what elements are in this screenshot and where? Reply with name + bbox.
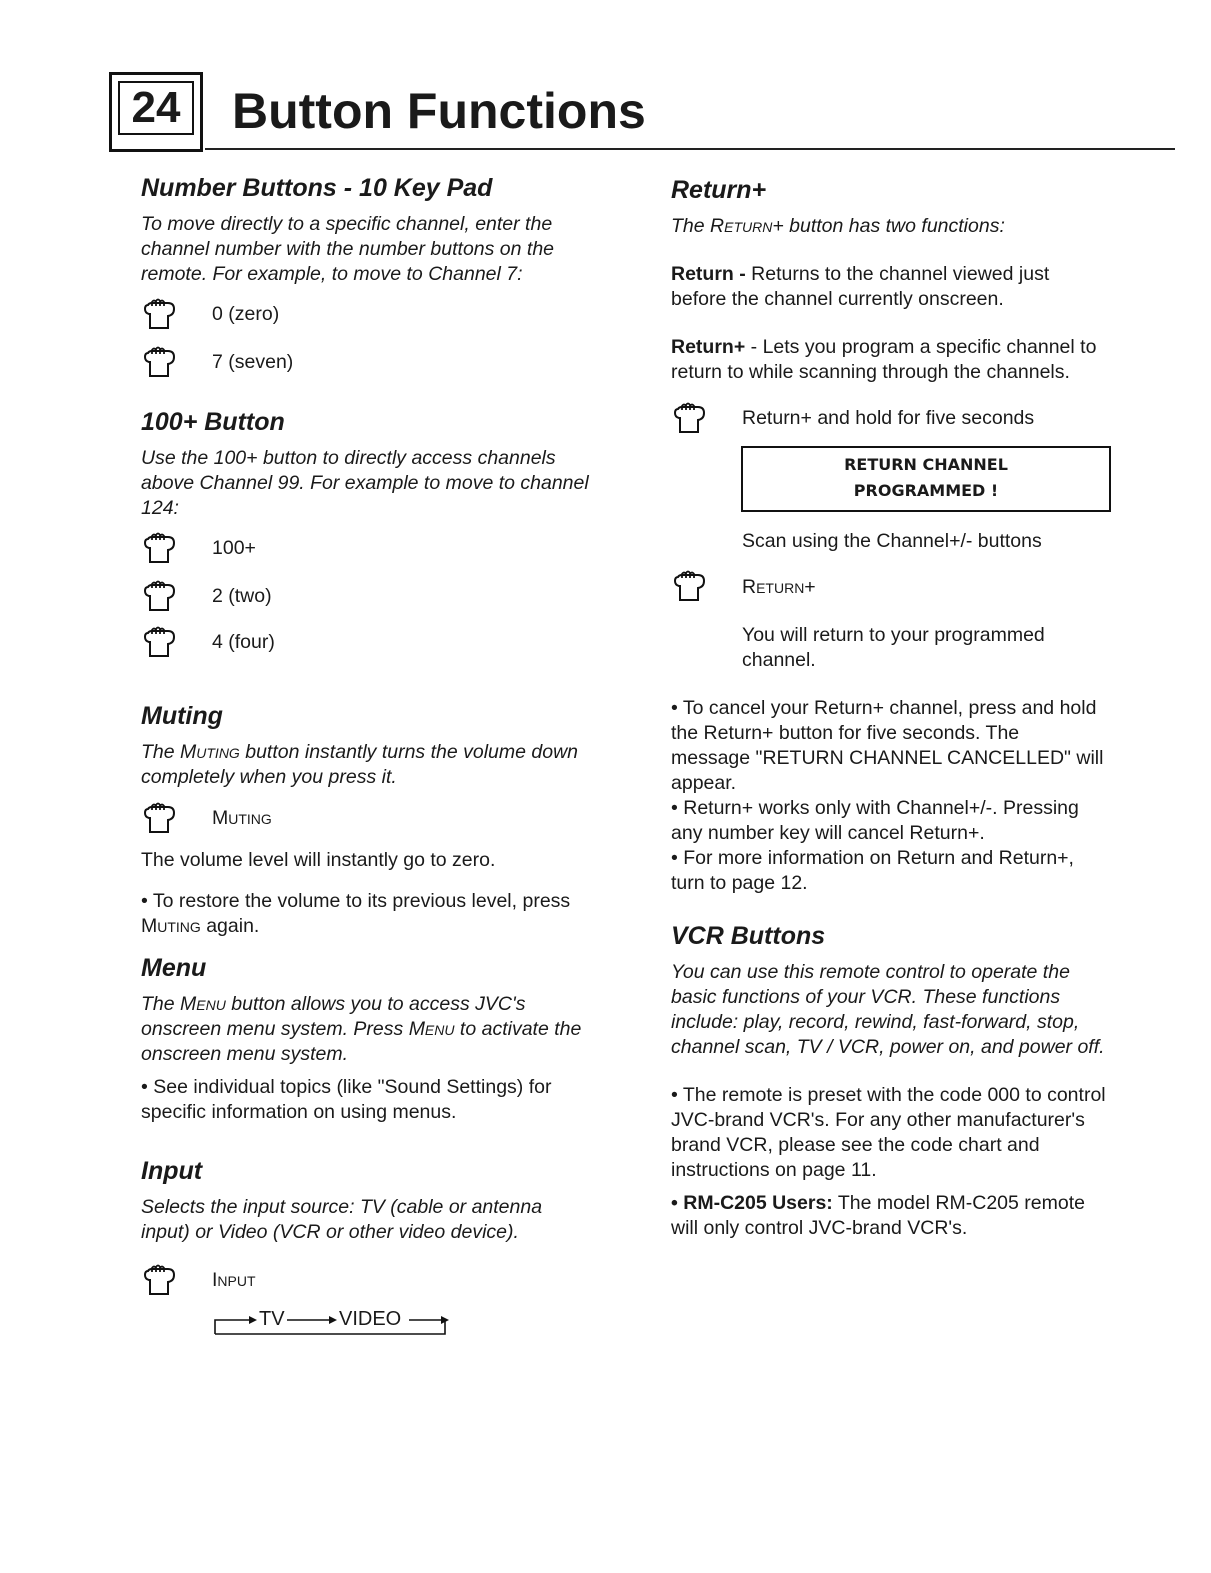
flow-video: VIDEO <box>339 1308 402 1330</box>
return-notes <box>671 696 1103 896</box>
step-two: 2 (two) <box>212 585 272 607</box>
text: You will return to your programmed <box>742 624 1045 646</box>
returnplus-description <box>671 335 1096 385</box>
hand-press-icon <box>142 296 180 332</box>
note-line: brand VCR, please see the code chart and <box>671 1134 1040 1156</box>
flow-tv: TV <box>259 1308 285 1330</box>
text: The model RM-C205 remote <box>832 1192 1085 1214</box>
number-buttons-heading: Number Buttons - 10 Key Pad <box>141 174 493 202</box>
hand-press-icon <box>142 800 180 836</box>
menu-intro <box>141 992 581 1067</box>
intro-line: remote. For example, to move to Channel 7: <box>141 263 523 285</box>
text: before the channel currently onscreen. <box>671 288 1004 310</box>
muting-note <box>141 889 570 939</box>
scan-instruction: Scan using the Channel+/- buttons <box>742 530 1042 552</box>
input-intro <box>141 1195 542 1245</box>
hand-press-icon <box>672 400 710 436</box>
intro-line: You can use this remote control to operate the <box>671 961 1070 983</box>
note-line: • See individual topics (like "Sound Settings) for <box>141 1076 552 1098</box>
button-name: Return+ <box>710 215 784 237</box>
note-line: message "RETURN CHANNEL CANCELLED" will <box>671 747 1104 769</box>
intro-line: channel scan, TV / VCR, power on, and power off. <box>671 1036 1105 1058</box>
label: Return+ <box>671 336 746 358</box>
hand-press-icon <box>672 568 710 604</box>
text: button instantly turns the volume down <box>239 741 579 763</box>
menu-note <box>141 1075 551 1125</box>
vcr-heading: VCR Buttons <box>671 922 826 950</box>
button-name: Muting <box>141 915 201 937</box>
label: • RM-C205 Users: <box>671 1192 833 1214</box>
note-line: JVC-brand VCR's. For any other manufacturer's <box>671 1109 1085 1131</box>
muting-intro <box>141 740 578 790</box>
note-line: appear. <box>671 772 737 794</box>
note-line: • The remote is preset with the code 000 to control <box>671 1084 1106 1106</box>
intro-line: Selects the input source: TV (cable or antenna <box>141 1196 543 1218</box>
return-description <box>671 262 1049 312</box>
intro-line: Use the 100+ button to directly access channels <box>141 447 556 469</box>
text: button allows you to access JVC's <box>225 993 526 1015</box>
input-heading: Input <box>141 1157 203 1185</box>
menu-heading: Menu <box>141 954 207 982</box>
intro-line: channel number with the number buttons on the <box>141 238 555 260</box>
text: will only control JVC-brand VCR's. <box>671 1217 968 1239</box>
text: again. <box>200 915 260 937</box>
step-return: Return+ <box>742 576 816 598</box>
text: The <box>141 741 181 763</box>
button-name: Menu <box>408 1018 455 1040</box>
step-return-hold: Return+ and hold for five seconds <box>742 407 1035 429</box>
page-number: 24 <box>118 81 194 135</box>
screen-line: RETURN CHANNEL <box>844 455 1008 474</box>
note-line: turn to page 12. <box>671 872 808 894</box>
muting-result: The volume level will instantly go to zero. <box>141 849 496 871</box>
hand-press-icon <box>142 578 180 614</box>
note-line: • For more information on Return and Return+, <box>671 847 1074 869</box>
step-100: 100+ <box>212 537 256 559</box>
intro-line: input) or Video (VCR or other video device). <box>141 1221 519 1243</box>
note-line: specific information on using menus. <box>141 1101 457 1123</box>
number-buttons-intro <box>141 212 554 287</box>
page-number-box <box>109 72 203 152</box>
intro-line: To move directly to a specific channel, enter the <box>141 213 553 235</box>
text: The <box>671 215 711 237</box>
step-muting: Muting <box>212 807 272 829</box>
button-name: Menu <box>180 993 226 1015</box>
note-line: any number key will cancel Return+. <box>671 822 985 844</box>
intro-line: basic functions of your VCR. These functions <box>671 986 1061 1008</box>
text: return to while scanning through the channels. <box>671 361 1070 383</box>
intro-line: 124: <box>141 497 179 519</box>
intro-line: include: play, record, rewind, fast-forward, stop, <box>671 1011 1080 1033</box>
text: to activate the <box>454 1018 582 1040</box>
intro-line: above Channel 99. For example to move to channel <box>141 472 589 494</box>
step-seven: 7 (seven) <box>212 351 294 373</box>
text: button has two functions: <box>783 215 1005 237</box>
rm-c205-note <box>671 1191 1085 1241</box>
cycle-arrow-lines <box>213 1308 453 1342</box>
return-result <box>742 623 1045 673</box>
intro-line: onscreen menu system. <box>141 1043 349 1065</box>
intro-line: completely when you press it. <box>141 766 397 788</box>
step-zero: 0 (zero) <box>212 303 280 325</box>
text: onscreen menu system. Press <box>141 1018 409 1040</box>
hand-press-icon <box>142 1262 180 1298</box>
step-input: Input <box>212 1269 256 1291</box>
page-title: Button Functions <box>232 83 646 139</box>
vcr-note <box>671 1083 1106 1183</box>
text: Returns to the channel viewed just <box>745 263 1050 285</box>
return-plus-heading: Return+ <box>671 176 767 204</box>
hand-press-icon <box>142 624 180 660</box>
text: - Lets you program a specific channel to <box>745 336 1097 358</box>
title-rule <box>205 148 1175 150</box>
vcr-intro <box>671 960 1105 1060</box>
step-four: 4 (four) <box>212 631 275 653</box>
text: The <box>141 993 181 1015</box>
note-line: • Return+ works only with Channel+/-. Pressing <box>671 797 1079 819</box>
onscreen-message-box <box>741 446 1111 512</box>
text: channel. <box>742 649 816 671</box>
label: Return - <box>671 263 746 285</box>
return-plus-intro <box>671 214 1005 239</box>
muting-heading: Muting <box>141 702 223 730</box>
hundred-button-intro <box>141 446 589 521</box>
hand-press-icon <box>142 344 180 380</box>
note-line: instructions on page 11. <box>671 1159 877 1181</box>
hand-press-icon <box>142 530 180 566</box>
screen-line: PROGRAMMED ! <box>853 481 999 500</box>
note-line: • To cancel your Return+ channel, press and hold <box>671 697 1097 719</box>
button-name: Muting <box>180 741 240 763</box>
note-line: • To restore the volume to its previous level, press <box>141 890 571 912</box>
hundred-button-heading: 100+ Button <box>141 408 285 436</box>
note-line: the Return+ button for five seconds. The <box>671 722 1020 744</box>
